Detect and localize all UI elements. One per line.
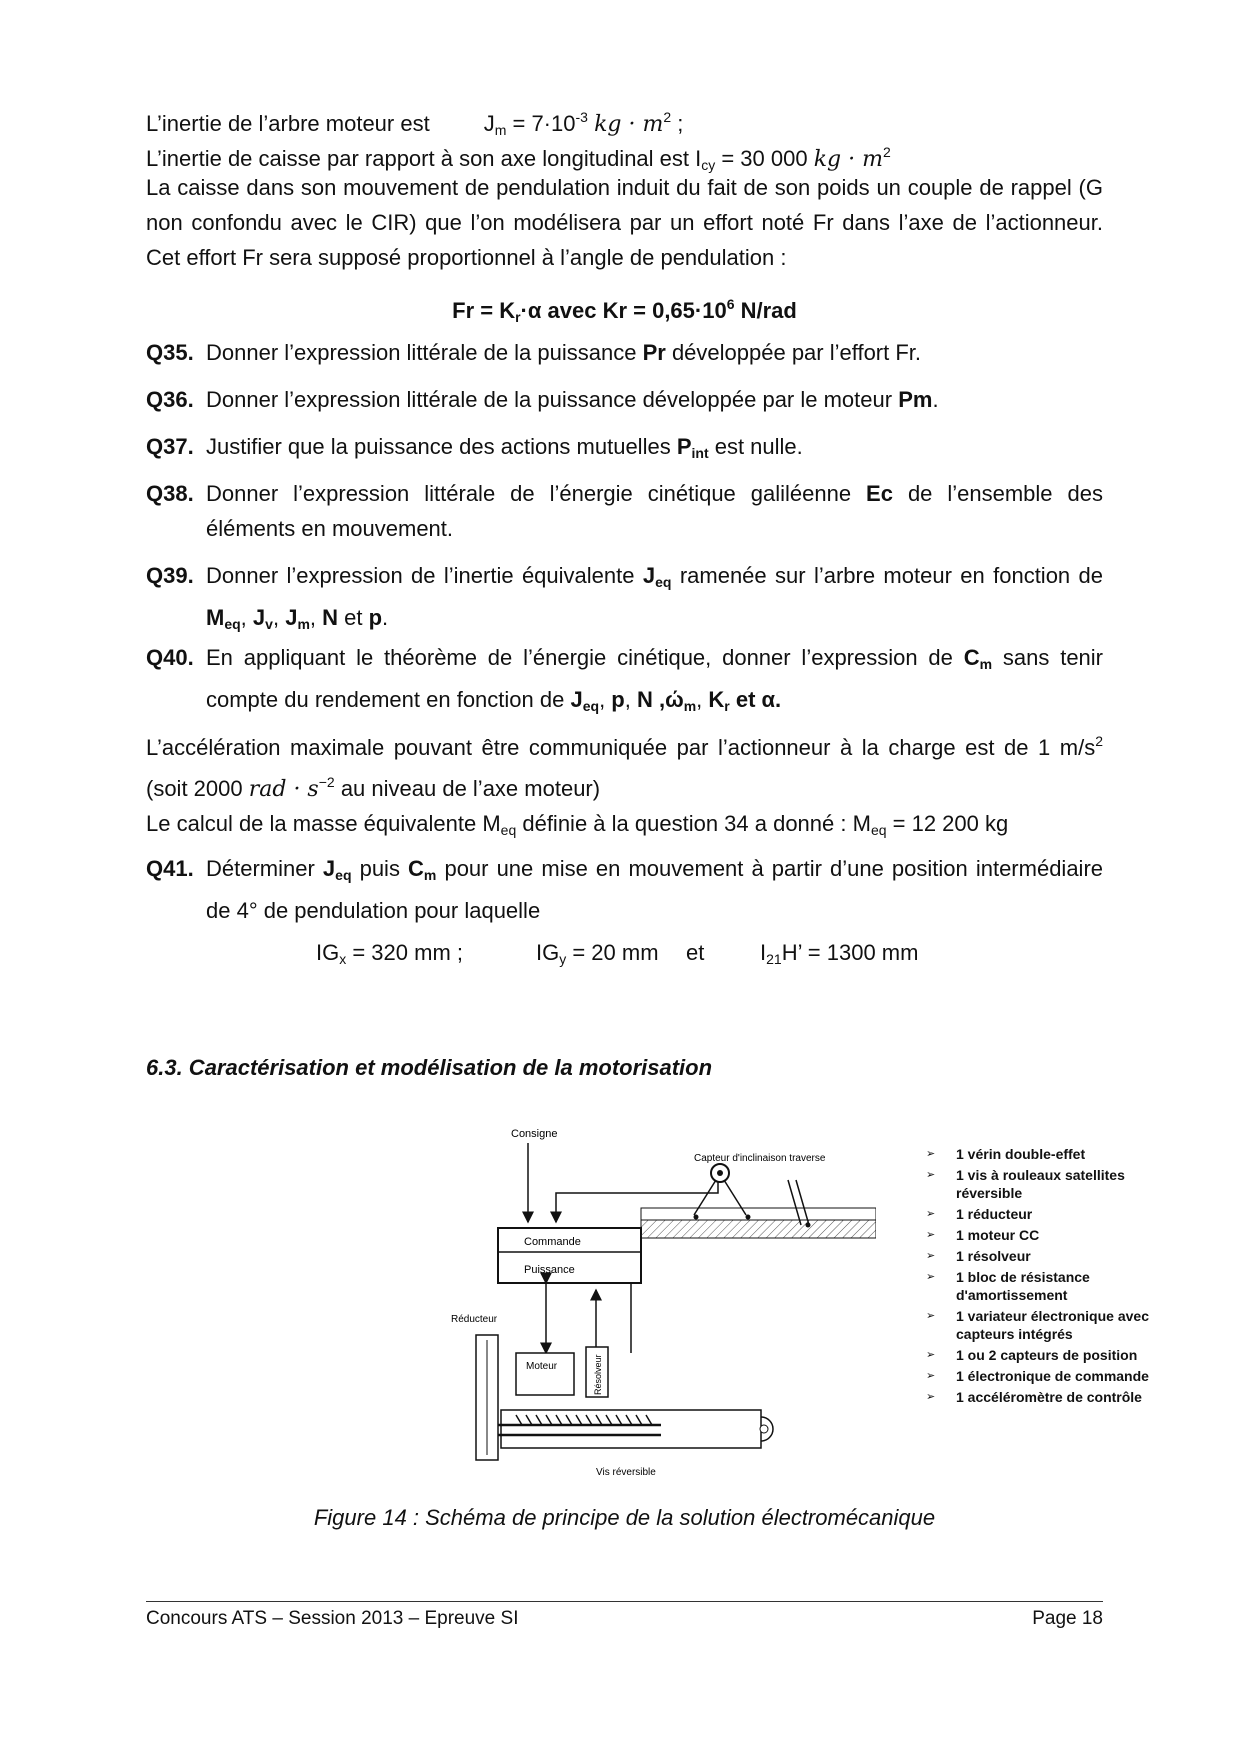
question-number: Q36.	[146, 387, 194, 412]
component-item: ➢ 1 accéléromètre de contrôle	[926, 1388, 1156, 1406]
question-number: Q41.	[146, 856, 194, 881]
accel-unit-exp: −2	[318, 774, 335, 790]
component-list	[926, 1145, 1156, 1409]
q-sub: r	[724, 698, 730, 714]
moteur-label: Moteur	[526, 1361, 558, 1372]
q-text: développée par l’effort Fr.	[665, 340, 922, 365]
accel-text3: au niveau de l’axe moteur)	[334, 776, 601, 801]
question-number: Q35.	[146, 340, 194, 365]
q-bold: N ,ώ	[636, 687, 684, 712]
dim-igx	[316, 938, 463, 974]
q-bold: p	[611, 687, 625, 712]
question-number: Q37.	[146, 434, 194, 459]
question-q38	[146, 476, 1103, 546]
resolver-label: Résolveur	[593, 1354, 603, 1395]
q-sub: int	[691, 445, 709, 461]
q-text: Donner l’expression de l’inertie équivalente	[206, 563, 643, 588]
dim-igx-value: = 320 mm ;	[346, 940, 464, 965]
formula-a-sub: r	[515, 309, 521, 325]
q-text: ,	[309, 605, 323, 630]
q-bold: Pm	[898, 387, 933, 412]
jm-exp: -3	[575, 109, 588, 125]
q-text: et	[338, 605, 369, 630]
question-q35	[146, 335, 1103, 370]
q-text: ,	[272, 605, 286, 630]
accel-text2: (soit 2000	[146, 776, 249, 801]
q-sub: m	[979, 656, 993, 672]
dim-igy-label: IG	[536, 940, 560, 965]
accel-text: L’accélération maximale pouvant être communiquée par l’actionneur à la charge est de 1 m/s	[146, 735, 1096, 760]
dim-igy-sub: y	[559, 951, 567, 967]
caisse-beam	[641, 1208, 876, 1220]
q-bold: J	[252, 605, 266, 630]
question-q36	[146, 382, 1103, 417]
q-text: .	[382, 605, 389, 630]
q-sub: m	[297, 616, 310, 632]
q-bold: P	[676, 434, 692, 459]
commande-label: Commande	[524, 1236, 581, 1248]
capteur-label: Capteur d'inclinaison traverse	[694, 1153, 826, 1164]
meq-sub: eq	[500, 822, 517, 838]
section-title: 6.3. Caractérisation et modélisation de la motorisation	[146, 1055, 713, 1080]
dim-i21-sub: 21	[766, 951, 782, 967]
jm-unit: kg · m	[594, 112, 664, 137]
q-sub: eq	[655, 574, 672, 590]
formula-c: N/rad	[734, 298, 797, 323]
q-text: est nulle.	[708, 434, 803, 459]
q-text: ramenée sur l’arbre moteur en fonction de	[671, 563, 1103, 588]
puissance-label: Puissance	[524, 1264, 575, 1276]
q-text: ,	[696, 687, 709, 712]
q-bold: C	[408, 856, 424, 881]
q-text: sans tenir compte du rendement en fonction de	[206, 645, 1103, 712]
icy-eq: = 30 000	[715, 146, 814, 171]
q-text: puis	[351, 856, 409, 881]
meq-line	[146, 809, 1008, 845]
q-bold: K	[708, 687, 725, 712]
q-text: ,	[624, 687, 637, 712]
meq-text2: définie à la question 34 a donné : M	[516, 811, 871, 836]
dim-i21	[760, 938, 918, 974]
q-text: En appliquant le théorème de l’énergie cinétique, donner l’expression de	[206, 645, 964, 670]
meq-sub2: eq	[870, 822, 887, 838]
electromechanical-schematic	[446, 1125, 876, 1485]
dim-et: et	[686, 940, 705, 965]
component-item: ➢ 1 variateur électronique avec capteurs intégrés	[926, 1307, 1156, 1343]
icy-sub: cy	[701, 157, 716, 173]
question-number: Q38.	[146, 481, 194, 506]
actuator-cylinder	[501, 1410, 761, 1448]
q-bold: et α.	[729, 687, 782, 712]
q-text: ,	[240, 605, 253, 630]
dim-igx-label: IG	[316, 940, 340, 965]
component-item: ➢ 1 électronique de commande	[926, 1367, 1156, 1385]
motor-body	[516, 1353, 574, 1395]
q-text: ,	[599, 687, 612, 712]
q-sub: eq	[582, 698, 600, 714]
q-bold: J	[285, 605, 298, 630]
component-item: ➢ 1 bloc de résistance d'amortissement	[926, 1268, 1156, 1304]
component-item: ➢ 1 vérin double-effet	[926, 1145, 1156, 1163]
q-bold: J	[322, 856, 336, 881]
q-text: .	[932, 387, 939, 412]
bogie-frame	[641, 1220, 876, 1238]
component-item: ➢ 1 vis à rouleaux satellites réversible	[926, 1166, 1156, 1202]
meq-text: Le calcul de la masse équivalente M	[146, 811, 501, 836]
q-bold: M	[206, 605, 225, 630]
jm-unit-exp: 2	[663, 109, 672, 125]
dim-igy	[536, 938, 659, 974]
figure-caption: Figure 14 : Schéma de principe de la solution électromécanique	[313, 1505, 936, 1530]
accel-exp: 2	[1095, 733, 1103, 749]
vis-label: Vis réversible	[596, 1467, 656, 1478]
component-item: ➢ 1 moteur CC	[926, 1226, 1156, 1244]
question-number: Q39.	[146, 563, 194, 588]
q-text: Déterminer	[206, 856, 323, 881]
footer-rule	[146, 1601, 1103, 1602]
q-bold: C	[963, 645, 980, 670]
q-bold: N	[322, 605, 339, 630]
dim-i21-label: I	[760, 940, 767, 965]
component-item: ➢ 1 résolveur	[926, 1247, 1156, 1265]
q-sub: v	[265, 616, 273, 632]
intro-paragraph: La caisse dans son mouvement de pendulation induit du fait de son poids un couple de rappel (G non confondu avec le CIR) que l’on modélisera par un effort noté Fr dans l’axe de l’actionneur. Cet effort Fr sera supposé proportionnel à l’angle de pendulation :	[146, 175, 1103, 270]
q-bold: J	[642, 563, 656, 588]
page-number: Page 18	[1032, 1608, 1103, 1629]
q-sub: eq	[224, 616, 241, 632]
question-q39	[146, 558, 1103, 642]
accel-unit: rad · s	[248, 777, 319, 802]
kr-formula	[146, 289, 1103, 332]
component-item: ➢ 1 ou 2 capteurs de position	[926, 1346, 1156, 1364]
question-q40	[146, 640, 1103, 724]
jm-sub: m	[494, 122, 507, 138]
question-q41	[146, 851, 1103, 928]
icy-label: L’inertie de caisse par rapport à son axe longitudinal est I	[146, 146, 702, 171]
q-text: Donner l’expression littérale de la puissance	[206, 340, 643, 365]
jm-eq: = 7·10	[506, 111, 576, 136]
q-text: Donner l’expression littérale de l’énergie cinétique galiléenne	[206, 481, 867, 506]
q-sub: m	[423, 867, 437, 883]
reducteur-label: Réducteur	[451, 1314, 498, 1325]
q-text: Donner l’expression littérale de la puissance développée par le moteur	[206, 387, 899, 412]
q-sub: eq	[335, 867, 352, 883]
formula-a: Fr = K	[452, 298, 516, 323]
jm-symbol: J	[483, 111, 495, 136]
q-bold: Ec	[866, 481, 893, 506]
q-text: Justifier que la puissance des actions mutuelles	[206, 434, 677, 459]
question-q37	[146, 429, 1103, 471]
component-item: ➢ 1 réducteur	[926, 1205, 1156, 1223]
formula-b: ·α avec Kr = 0,65·10	[520, 298, 727, 323]
jm-end: ;	[671, 111, 684, 136]
footer-left: Concours ATS – Session 2013 – Epreuve SI	[146, 1608, 519, 1629]
accel-paragraph	[146, 724, 1103, 807]
dim-igx-sub: x	[339, 951, 347, 967]
q-bold: Pr	[642, 340, 666, 365]
question-number: Q40.	[146, 645, 194, 670]
icy-unit: kg · m	[813, 147, 883, 172]
q-bold: J	[570, 687, 583, 712]
dim-igy-value: = 20 mm	[566, 940, 659, 965]
q-text: de l’ensemble des éléments en mouvement.	[206, 481, 1103, 541]
q-bold: p	[368, 605, 383, 630]
meq-value: = 12 200 kg	[886, 811, 1009, 836]
q-sub: m	[683, 698, 697, 714]
formula-b-exp: 6	[726, 296, 735, 312]
jm-label: L’inertie de l’arbre moteur est	[146, 111, 430, 136]
dim-i21-value: H’ = 1300 mm	[781, 940, 919, 965]
q-text: pour une mise en mouvement à partir d’une position intermédiaire de 4° de pendulation pour laquelle	[206, 856, 1104, 923]
consigne-label: Consigne	[511, 1128, 558, 1140]
icy-unit-exp: 2	[882, 144, 891, 160]
